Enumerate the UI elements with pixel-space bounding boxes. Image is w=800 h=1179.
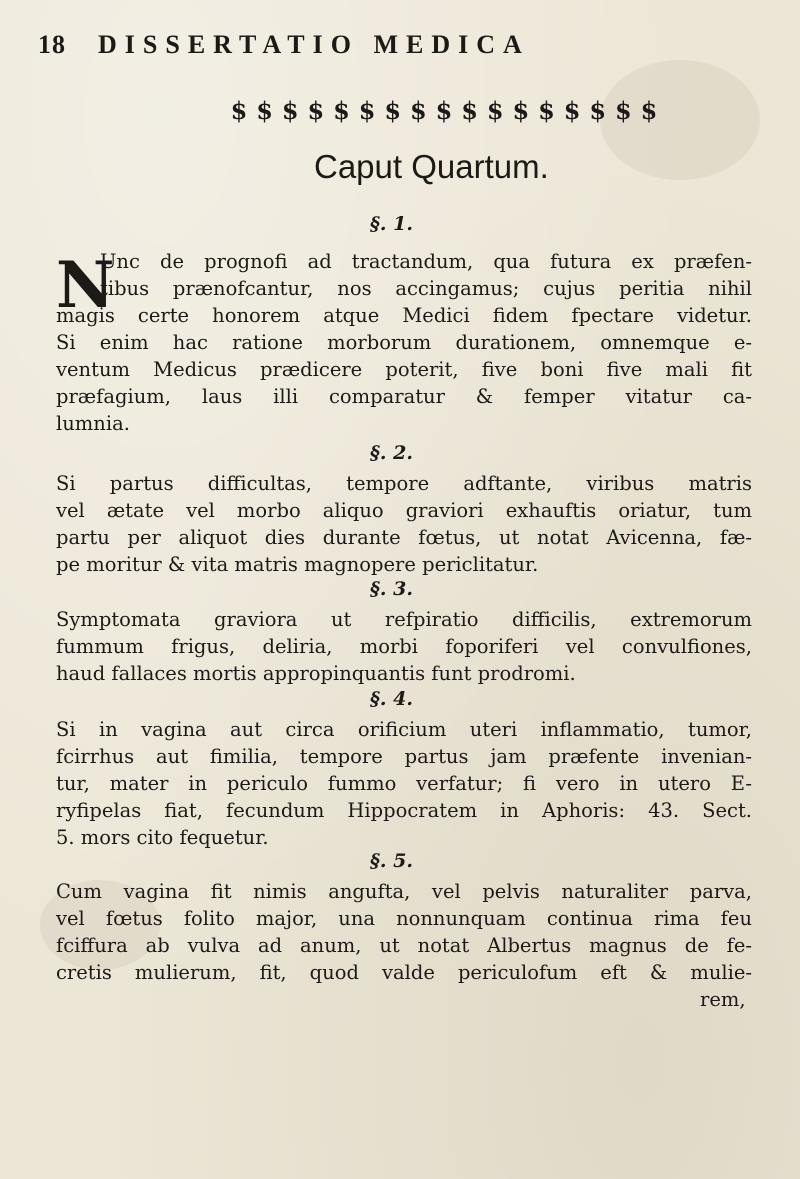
ornament-glyph: $: [615, 96, 632, 125]
text-line: cretis mulierum, fit, quod valde periculofum eft & mulie-: [56, 961, 752, 984]
section-label: §. 2.: [370, 442, 414, 464]
text-line: 5. mors cito fequetur.: [56, 826, 269, 849]
running-header: [38, 30, 758, 62]
ornament-glyph: $: [486, 96, 504, 125]
text-line: præfagium, laus illi comparatur & femper vitatur ca-: [56, 385, 752, 408]
ornament-glyph: $: [589, 96, 607, 125]
ornament-glyph: $: [333, 96, 350, 125]
text-line: magis certe honorem atque Medici fidem fpectare videtur.: [56, 304, 752, 327]
text-line: fciffura ab vulva ad anum, ut notat Albertus magnus de fe-: [56, 934, 752, 957]
ornament-glyph: $: [435, 96, 453, 125]
text-line: vel fœtus folito major, una nonnunquam continua rima feu: [56, 907, 752, 930]
text-line: Si in vagina aut circa orificium uteri inflammatio, tumor,: [56, 718, 752, 741]
section-3-text: [56, 606, 752, 687]
ornament-glyph: $: [384, 96, 402, 125]
running-title: DISSERTATIO MEDICA: [98, 30, 530, 59]
ornament-glyph: $: [230, 96, 248, 125]
text-line: Unc de prognofi ad tractandum, qua futura ex præfen-: [100, 250, 752, 273]
text-line: ryfipelas fiat, fecundum Hippocratem in Aphoris: 43. Sect.: [56, 799, 752, 822]
ornament-glyph: $: [281, 96, 299, 125]
text-line: ventum Medicus prædicere poterit, five boni five mali fit: [56, 358, 752, 381]
section-5-text: [56, 878, 752, 986]
ornament-glyph: $: [256, 96, 273, 125]
chapter-title: Caput Quartum.: [314, 148, 549, 185]
ornament-glyph: $: [640, 96, 658, 125]
text-line: tur, mater in periculo fummo verfatur; fi vero in utero E-: [56, 772, 752, 795]
ornament-glyph: $: [358, 96, 376, 125]
text-line: partu per aliquot dies durante fœtus, ut notat Avicenna, fæ-: [56, 526, 752, 549]
text-line: vel ætate vel morbo aliquo graviori exhauftis oriatur, tum: [56, 499, 752, 522]
ornament-band: [228, 96, 660, 126]
text-line: fcirrhus aut fimilia, tempore partus jam præfente invenian-: [56, 745, 752, 768]
section-2-text: [56, 470, 752, 578]
section-label: §. 4.: [370, 688, 414, 710]
text-line: fummum frigus, deliria, morbi foporiferi vel convulfiones,: [56, 635, 752, 658]
ornament-glyph: $: [512, 96, 530, 125]
ornament-glyph: $: [461, 96, 478, 125]
text-line: Si partus difficultas, tempore adftante, viribus matris: [56, 472, 752, 495]
catchword: rem,: [700, 988, 746, 1011]
section-label: §. 1.: [370, 213, 414, 235]
section-1-text: [100, 248, 752, 302]
text-line: Symptomata graviora ut refpiratio difficilis, extremorum: [56, 608, 752, 631]
ornament-glyph: $: [307, 96, 325, 125]
text-line: tibus prænofcantur, nos accingamus; cujus peritia nihil: [100, 277, 752, 300]
section-1-text-cont: [56, 302, 752, 437]
ornament-glyph: $: [538, 96, 555, 125]
text-line: pe moritur & vita matris magnopere periclitatur.: [56, 553, 539, 576]
text-line: Cum vagina fit nimis angufta, vel pelvis naturaliter parva,: [56, 880, 752, 903]
ornament-glyph: $: [410, 96, 427, 125]
section-label: §. 3.: [370, 578, 414, 600]
text-line: haud fallaces mortis appropinquantis funt prodromi.: [56, 662, 576, 685]
section-label: §. 5.: [370, 850, 414, 872]
section-4-text: [56, 716, 752, 851]
text-line: lumnia.: [56, 412, 130, 435]
page-number: 18: [38, 30, 66, 59]
ornament-glyph: $: [563, 96, 581, 125]
text-line: Si enim hac ratione morborum durationem, omnemque e-: [56, 331, 752, 354]
drop-cap: N: [56, 248, 115, 323]
